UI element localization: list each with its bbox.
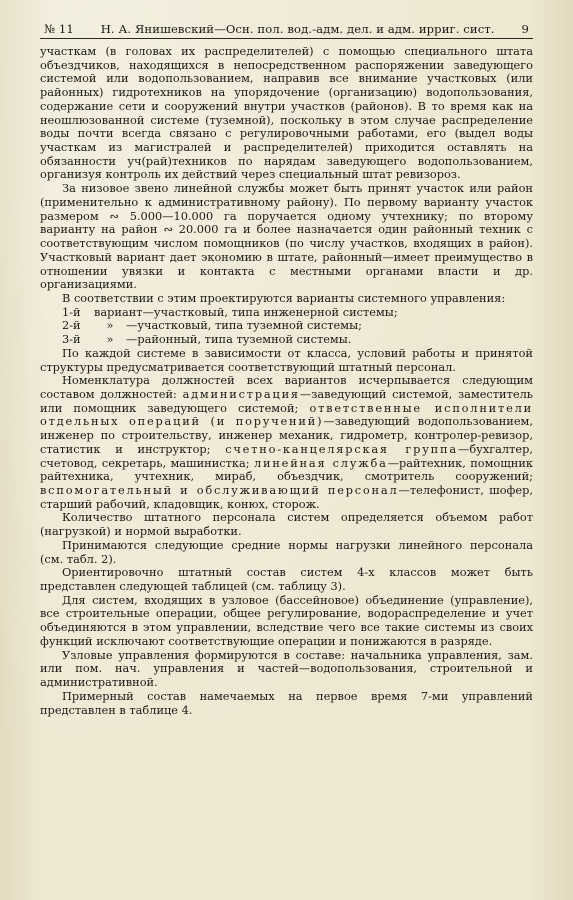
- variant-text: вариант—участковый, типа инженерной системы;: [94, 304, 398, 319]
- text-run: —заведующий водопользованием, инженер по строительству, инженер механик, гидрометр, контролер-ревизор, статистик и инструктор;: [40, 414, 533, 456]
- nomenclature-paragraph: [40, 374, 533, 511]
- spaced-term: вспомогательный и обслуживающий персонал: [40, 483, 399, 497]
- paragraph: Количество штатного персонала систем определяется объемом работ (нагрузкой) и нормой выработки.: [40, 510, 533, 539]
- text-run: Номенклатура должностей всех вариантов исчерпывается следующим составом должностей:: [40, 373, 533, 401]
- paragraph: Для систем, входящих в узловое (бассейновое) объединение (управление), все строительные операции, общее регулирование, водораспределение и учет объединяются в этом управлении, вследствие чего все такие системы из своих функций исключают соответствующие операции и понижаются в разряде.: [40, 592, 533, 648]
- body-text: [40, 45, 533, 717]
- spaced-term: администрация: [182, 386, 300, 401]
- variant-ordinal: 3-й: [62, 332, 81, 347]
- list-item: [40, 333, 533, 347]
- paragraph: Примерный состав намечаемых на первое время 7-ми управлений представлен в таблице 4.: [40, 688, 533, 717]
- paragraph: Принимаются следующие средние нормы нагрузки линейного персонала (см. табл. 2).: [40, 537, 533, 566]
- variant-text: —участковый, типа туземной системы;: [126, 318, 362, 333]
- variant-text: —районный, типа туземной системы.: [126, 332, 352, 347]
- variant-list: [40, 306, 533, 347]
- text-run: —заведующий системой, заместитель или помощник заведующего системой;: [40, 386, 533, 415]
- spaced-term: линейная служба: [253, 455, 388, 470]
- paragraph: Узловые управления формируются в составе: начальника управления, зам. или пом. нач. управления и частей—водопользования, строительной и административной.: [40, 647, 533, 690]
- paragraph: В соответствии с этим проектируются варианты системного управления:: [62, 290, 506, 305]
- variant-ordinal: 1-й: [62, 304, 81, 319]
- header-title: Н. А. Янишевский—Осн. пол. вод.-адм. дел. и адм. ирриг. сист.: [100, 22, 495, 36]
- paragraph: Ориентировочно штатный состав систем 4-х классов может быть представлен следующей таблицей (см. таблицу 3).: [40, 565, 533, 594]
- header-rule: [40, 38, 533, 39]
- spaced-term: ответственные исполнители отдельных операций (и поручений): [40, 400, 533, 429]
- list-item: [40, 306, 533, 320]
- text-run: —телефонист, шофер, старший рабочий, кладовщик, конюх, сторож.: [40, 483, 533, 511]
- list-item: [40, 319, 533, 333]
- variant-ordinal: 2-й: [62, 318, 81, 333]
- text-run: —райтехник, помощник райтехника, учтехник, мираб, объездчик, смотритель сооружений;: [40, 455, 533, 484]
- journal-number: № 11: [44, 22, 74, 36]
- ditto-mark: »: [106, 332, 114, 347]
- page-number: 9: [521, 22, 529, 36]
- ditto-mark: »: [106, 318, 114, 333]
- text-run: —бухгалтер, счетовод, секретарь, машинистка;: [40, 441, 533, 470]
- running-header: [40, 22, 533, 38]
- paragraph: По каждой системе в зависимости от класса, условий работы и принятой структуры предусматривается соответствующий штатный персонал.: [40, 345, 533, 374]
- paragraph: За низовое звено линейной службы может быть принят участок или район (применительно к административному району). По первому варианту участок размером ∾ 5.000—10.000 га поручается одному учтехнику; по второму варианту на район ∾ 20.000 га и более назначается один районный техник с соответствующим числом помощников (по числу участков, входящих в район). Участковый вариант дает экономию в штате, районный—имеет преимущество в отношении увязки и контакта с местными органами власти и др. организациями.: [40, 181, 533, 292]
- paragraph: участкам (в головах их распределителей) с помощью специального штата объездчиков, находящихся в непосредственном распоряжении заведующего системой или водопользованием, направив все внимание участковых (или районных) гидротехников на упорядочение (организацию) водопользования, содержание сети и сооружений внутри участков (районов). В то время как на неошлюзованной системе (туземной), поскольку в этом случае распределение воды почти всегда связано с регулировочными работами, его (выдел воды участкам из магистралей и распределителей) приходится оставлять на обязанности уч(рай)техников по нарядам заведующего водопользованием, организуя контроль их действий через специальный штат ревизороз.: [40, 44, 533, 182]
- spaced-term: счетно-канцелярская группа: [225, 441, 458, 456]
